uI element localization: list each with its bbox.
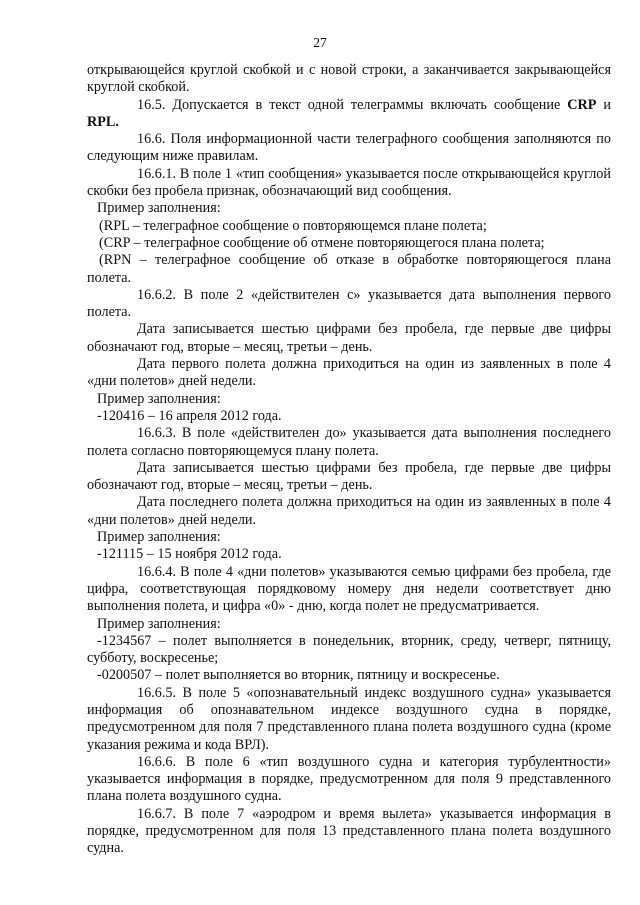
example-line: (RPL – телеграфное сообщение о повторяющемся плане полета; — [99, 217, 487, 234]
example-heading: Пример заполнения: — [97, 200, 221, 217]
paragraph: Дата последнего полета должна приходиться на один из заявленных в поле 4 «дни полетов» дней недели. — [87, 494, 611, 528]
paragraph-text: 16.5. Допускается в текст одной телеграммы включать сообщение — [137, 96, 568, 113]
example-line: -1234567 – полет выполняется в понедельник, вторник, среду, четверг, пятницу, субботу, воскресенье; — [87, 632, 611, 667]
paragraph-16-6-4: 16.6.4. В поле 4 «дни полетов» указываются семью цифрами без пробела, где цифра, соответствующая порядковому номеру дня недели соответствует дню выполнения полета, и цифра «0» - дню, когда полет не предусматривается. — [87, 563, 611, 615]
paragraph: Дата записывается шестью цифрами без пробела, где первые две цифры обозначают год, вторые – месяц, третьи – день. — [87, 321, 611, 355]
paragraph-16-6-2: 16.6.2. В поле 2 «действителен с» указывается дата выполнения первого полета. — [87, 286, 611, 321]
paragraph: открывающейся круглой скобкой и с новой строки, а заканчивается закрывающейся круглой скобкой. — [87, 62, 611, 96]
example-line-text: (RPN – телеграфное сообщение об отказе в обработке повторяющегося плана полета. — [87, 252, 611, 286]
paragraph: Дата первого полета должна приходиться на один из заявленных в поле 4 «дни полетов» дней недели. — [87, 356, 611, 390]
paragraph-16-6: 16.6. Поля информационной части телеграфного сообщения заполняются по следующим ниже правилам. — [87, 131, 611, 165]
example-heading: Пример заполнения: — [97, 615, 221, 632]
document-body — [87, 62, 611, 858]
paragraph-16-6-7: 16.6.7. В поле 7 «аэродром и время вылета» указывается информация в порядке, предусмотренном для поля 13 представленного плана полета воздушного судна. — [87, 805, 611, 857]
code-crp: CRP — [567, 96, 597, 113]
paragraph-16-5 — [87, 97, 611, 132]
example-heading: Пример заполнения: — [97, 529, 221, 546]
example-line — [87, 252, 611, 287]
page-number: 27 — [313, 35, 327, 50]
paragraph-16-6-6: 16.6.6. В поле 6 «тип воздушного судна и категория турбулентности» указывается информация в порядке, предусмотренном для поля 9 представленного плана полета воздушного судна. — [87, 753, 611, 805]
conjunction: и — [596, 96, 611, 113]
example-heading: Пример заполнения: — [97, 390, 221, 407]
paragraph-16-6-5: 16.6.5. В поле 5 «опознавательный индекс воздушного судна» указывается информация об опознавательном индексе воздушного судна в порядке, предусмотренном для поля 7 представленного плана полета воздушного судна (кроме указания режима и кода ВРЛ). — [87, 684, 611, 753]
paragraph: Дата записывается шестью цифрами без пробела, где первые две цифры обозначают год, вторые – месяц, третьи – день. — [87, 459, 611, 494]
code-rpl: RPL. — [87, 113, 119, 130]
example-line: -121115 – 15 ноября 2012 года. — [97, 546, 282, 563]
paragraph-16-6-3: 16.6.3. В поле «действителен до» указывается дата выполнения последнего полета согласно повторяющемуся плану полета. — [87, 425, 611, 459]
example-line: -0200507 – полет выполняется во вторник, пятницу и воскресенье. — [97, 667, 500, 684]
paragraph-16-6-1: 16.6.1. В поле 1 «тип сообщения» указывается после открывающейся круглой скобки без пробела признак, обозначающий вид сообщения. — [87, 165, 611, 200]
example-line: (CRP – телеграфное сообщение об отмене повторяющегося плана полета; — [99, 234, 545, 251]
example-line: -120416 – 16 апреля 2012 года. — [97, 407, 282, 424]
